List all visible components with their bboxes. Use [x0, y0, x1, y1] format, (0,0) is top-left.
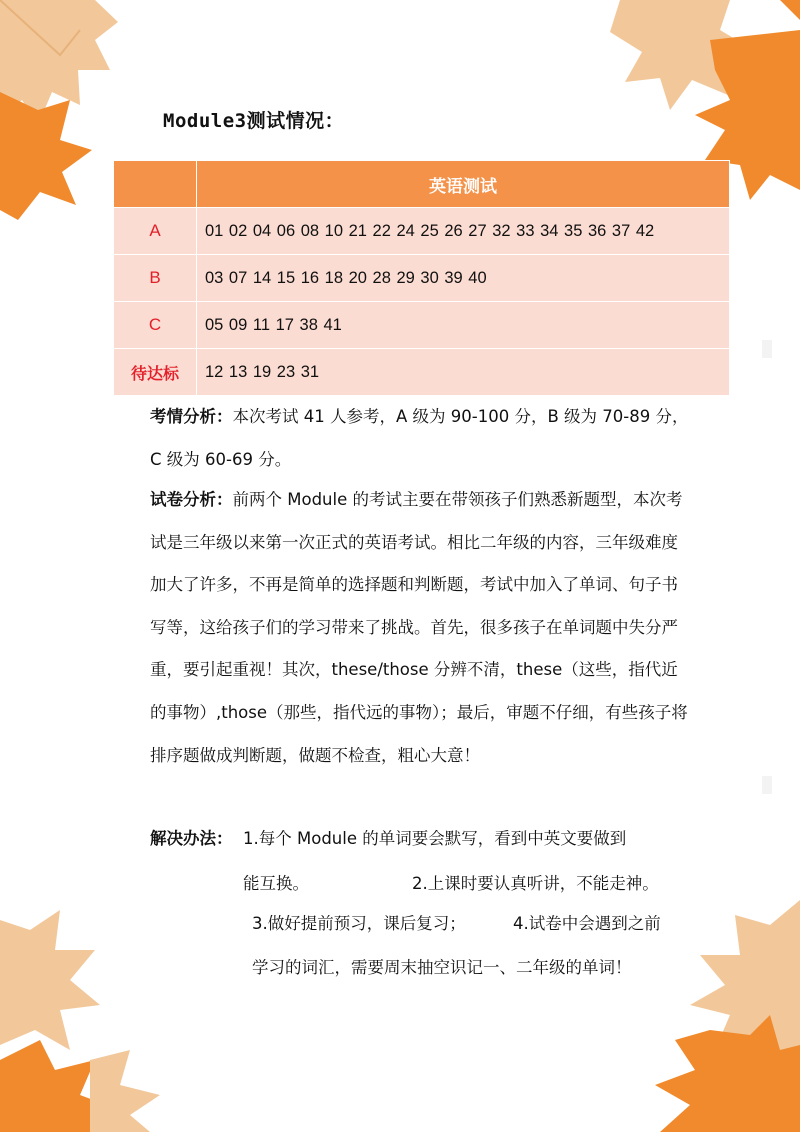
maple-leaf-bottom-left-decoration	[0, 910, 160, 1132]
solutions-line-1	[150, 825, 626, 849]
maple-leaf-top-left-decoration	[0, 0, 130, 220]
student-numbers: 03 07 14 15 16 18 20 28 29 30 39 40	[197, 255, 730, 302]
paper-analysis-paragraph	[150, 479, 690, 777]
maple-leaf-bottom-right-decoration	[620, 900, 800, 1132]
page-edge-mark-1	[762, 340, 772, 358]
student-numbers: 05 09 11 17 38 41	[197, 302, 730, 349]
paper-analysis-text: 前两个 Module 的考试主要在带领孩子们熟悉新题型，本次考试是三年级以来第一次正式的英语考试。相比二年级的内容，三年级难度加大了许多，不再是简单的选择题和判断题，考试中加入了单词、句子书写等，这给孩子们的学习带来了挑战。首先，很多孩子在单词题中失分严重，要引起重视！其次，these/those 分辨不清，these（这些，指代近的事物）,those（那些，指代远的事物）；最后，审题不仔细，有些孩子将排序题做成判断题，做题不检查，粗心大意！	[150, 490, 688, 765]
page-edge-mark-2	[762, 776, 772, 794]
solution-item-4: 4.试卷中会遇到之前	[513, 914, 661, 933]
solutions-label: 解决办法：	[150, 829, 233, 848]
solution-item-1: 1.每个 Module 的单词要会默写，看到中英文要做到	[243, 829, 627, 848]
exam-analysis-paragraph	[150, 396, 690, 481]
paper-analysis-label: 试卷分析：	[150, 490, 233, 509]
student-numbers: 01 02 04 06 08 10 21 22 24 25 26 27 32 33 34 35 36 37 42	[197, 208, 730, 255]
table-row	[114, 349, 730, 396]
student-numbers: 12 13 19 23 31	[197, 349, 730, 396]
grade-label: 待达标	[114, 349, 197, 396]
table-header-cell: 英语测试	[197, 161, 730, 208]
table-row	[114, 208, 730, 255]
page-title: Module3测试情况：	[163, 110, 345, 132]
exam-analysis-label: 考情分析：	[150, 407, 233, 426]
score-table	[113, 160, 730, 396]
grade-label: C	[114, 302, 197, 349]
table-header-row	[114, 161, 730, 208]
solution-item-4-continued: 学习的词汇，需要周末抽空识记一、二年级的单词！	[252, 958, 632, 977]
table-row	[114, 302, 730, 349]
solution-item-2: 2.上课时要认真听讲，不能走神。	[412, 874, 659, 893]
grade-label: A	[114, 208, 197, 255]
grade-label: B	[114, 255, 197, 302]
exam-analysis-text: 本次考试 41 人参考，A 级为 90-100 分，B 级为 70-89 分，C 级为 60-69 分。	[150, 407, 689, 469]
table-corner-cell	[114, 161, 197, 208]
solution-item-3: 3.做好提前预习，课后复习；	[252, 914, 466, 933]
table-row	[114, 255, 730, 302]
solution-item-1-continued: 能互换。	[243, 874, 309, 893]
